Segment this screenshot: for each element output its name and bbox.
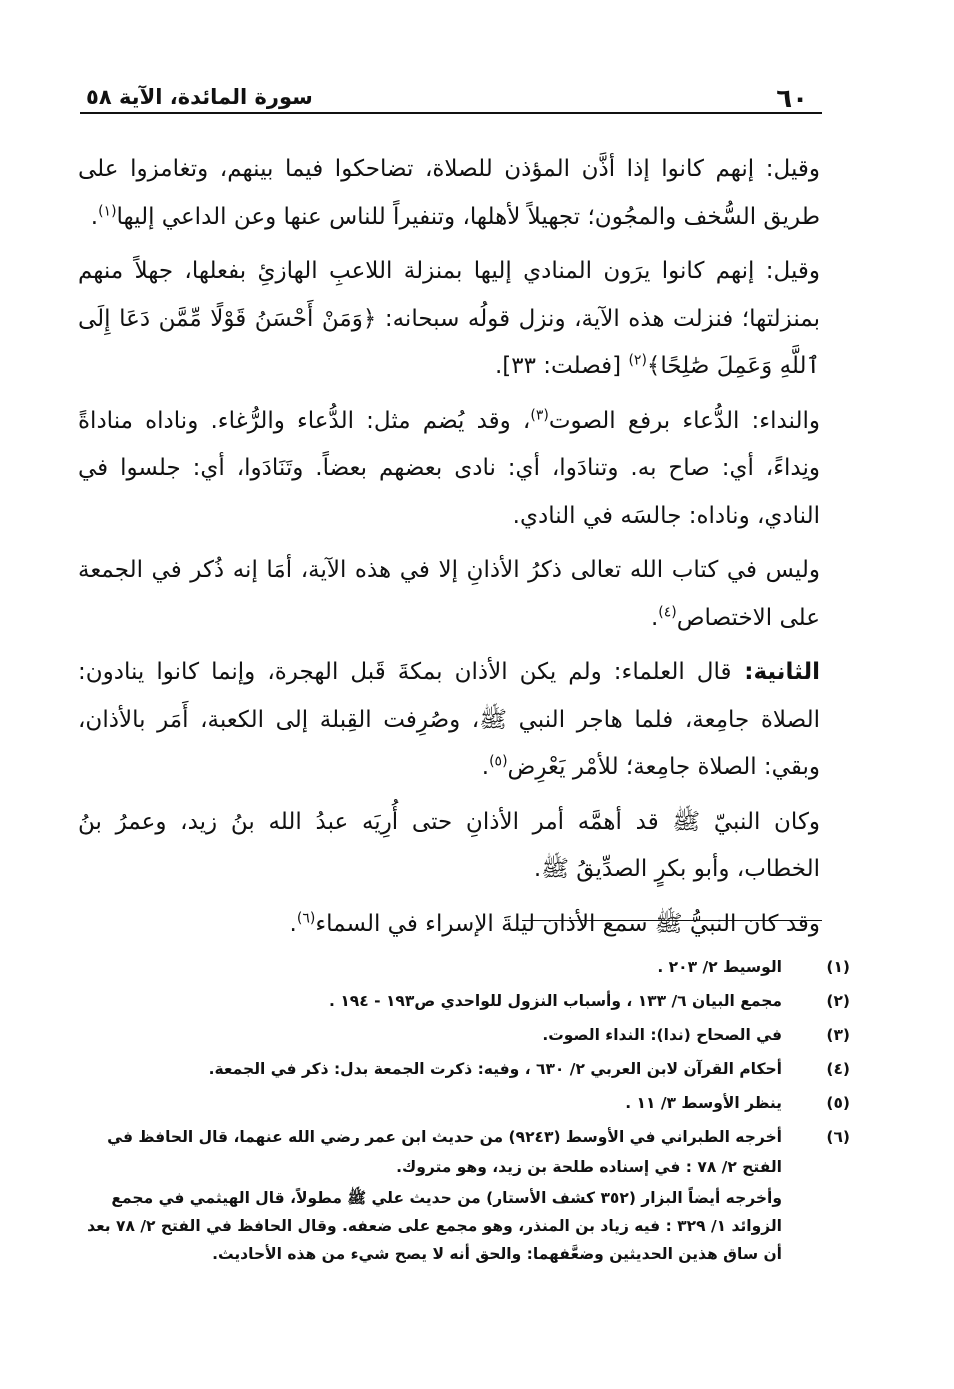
paragraph xyxy=(78,398,820,541)
footnote xyxy=(66,1054,850,1084)
footnote-marker: (٣) xyxy=(530,406,549,423)
section-heading: الثانية: xyxy=(731,659,820,685)
main-text xyxy=(78,146,820,955)
footnote-text: مجمع البيان ٦/ ١٣٣ ، وأسباب النزول للواحدي ص١٩٣ - ١٩٤ . xyxy=(329,992,782,1010)
paragraph-text: . xyxy=(90,203,99,230)
footnote-number: (١) xyxy=(826,958,850,976)
footnote-number: (٥) xyxy=(826,1094,850,1112)
paragraph-text: . xyxy=(289,910,297,937)
paragraph-text: . xyxy=(650,604,659,631)
paragraph xyxy=(78,248,820,391)
footnote-continuation xyxy=(66,1184,816,1268)
footnote-number: (٦) xyxy=(826,1128,850,1146)
paragraph xyxy=(78,547,820,642)
paragraph-text: وقيل: إنهم كانوا إذا أذَّن المؤذن للصلاة، تضاحكوا فيما بينهم، وتغامزوا على طريق السُّخف والمجُون؛ تجهيلاً لأهلها، وتنفيراً للناس عنها وعن الداعي إليها xyxy=(78,156,820,230)
footnote-text: في الصحاح (ندا): النداء الصوت. xyxy=(542,1026,782,1044)
footnote xyxy=(66,986,850,1016)
footnotes xyxy=(66,952,850,1272)
footnote-separator xyxy=(522,920,822,921)
footnote-marker: (١) xyxy=(98,202,117,219)
footnote-number: (٤) xyxy=(826,1060,850,1078)
header-rule xyxy=(80,112,822,114)
paragraph-text: قال العلماء: ولم يكن الأذان بمكةَ قَبل الهجرة، وإنما كانوا ينادون: الصلاة جامِعة، فلما هاجر النبي ﷺ، وصُرِفت القِبلة إلى الكعبة، أَمَر بالأذان، وبقي: الصلاة جامِعة؛ للأمْر يَعْرِض xyxy=(78,659,820,780)
footnote-text: ينظر الأوسط ٣/ ١١ . xyxy=(625,1094,782,1112)
footnote-marker: (٤) xyxy=(658,603,677,620)
footnote xyxy=(66,1122,850,1182)
running-title: سورة المائدة، الآية ٥٨ xyxy=(86,85,313,109)
footnote-number: (٣) xyxy=(826,1026,850,1044)
paragraph-text: وقيل: إنهم كانوا يرَون المنادي إليها بمنزلة اللاعبِ الهازئِ بفعلها، جهلاً منهم بمنزلتها؛ فنزلت هذه الآية، ونزل قولُه سبحانه: ﴿وَمَنْ أَحْسَنُ قَوْلًا مِّمَّن دَعَا إِلَى ٱللَّهِ وَعَمِلَ صَٰلِحًا﴾ xyxy=(78,258,820,379)
footnote xyxy=(66,1088,850,1118)
paragraph-text: وليس في كتاب الله تعالى ذكرُ الأذانِ إلا في هذه الآية، أمَا إنه ذُكر في الجمعة على الاختصاص xyxy=(78,557,820,631)
paragraph-text: وكان النبيّ ﷺ قد أهمَّه أمر الأذانِ حتى أُرِيَه عبدُ الله بنُ زيد، وعمرُ بنُ الخطاب، وأبو بكرٍ الصدِّيقُ ﷺ. xyxy=(78,808,820,882)
page-number: ٦٠ xyxy=(776,84,808,114)
paragraph-text: وقد كان النبيُّ ﷺ سمع الأذان ليلةَ الإسراء في السماء xyxy=(315,910,820,937)
paragraph xyxy=(78,649,820,792)
footnote-marker: (٦) xyxy=(296,909,316,926)
footnote-number: (٢) xyxy=(826,992,850,1010)
footnote-text: وأخرجه أيضاً البزار (٣٥٢ كشف الأستار) من حديث علي ﷺ مطولاً، قال الهيثمي في مجمع الزوائد ١/ ٣٢٩ : فيه زياد بن المنذر، وهو مجمع على ضعفه. وقال الحافظ في الفتح ٢/ ٧٨ بعد أن ساق هذين الحديثين وضعَّفهما: والحق أنه لا يصح شيء من هذه الأحاديث. xyxy=(87,1189,782,1263)
page-header xyxy=(80,66,822,114)
paragraph xyxy=(78,146,820,241)
paragraph-text: والنداء: الدُّعاء برفع الصوت xyxy=(548,407,820,434)
footnote xyxy=(66,952,850,982)
paragraph-text: . xyxy=(481,754,490,780)
footnote xyxy=(66,1020,850,1050)
footnote-text: أخرجه الطبراني في الأوسط (٩٢٤٣) من حديث ابن عمر رضي الله عنهما، قال الحافظ في الفتح ٢/ ٧٨ : في إسناده طلحة بن زيد، وهو متروك. xyxy=(107,1128,782,1176)
footnote-text: الوسيط ٢/ ٢٠٣ . xyxy=(657,958,782,976)
footnote-marker: (٢) xyxy=(628,352,647,369)
paragraph-text: [فصلت: ٣٣]. xyxy=(494,353,629,379)
paragraph-text: ، وقد يُضم مثل: الدُّعاء والرُّغاء. وناداه مناداةً ونِداءً، أي: صاح به. وتنادَوا، أي: نادى بعضهم بعضاً. وتَنَادَوا، أي: جلسوا في النادي، وناداه: جالسَه في النادي. xyxy=(78,407,820,529)
footnote-marker: (٥) xyxy=(489,753,508,770)
footnote-text: أحكام القرآن لابن العربي ٢/ ٦٣٠ ، وفيه: ذكرت الجمعة بدل: ذكر في الجمعة. xyxy=(208,1060,782,1078)
paragraph xyxy=(78,901,820,949)
paragraph xyxy=(78,799,820,894)
